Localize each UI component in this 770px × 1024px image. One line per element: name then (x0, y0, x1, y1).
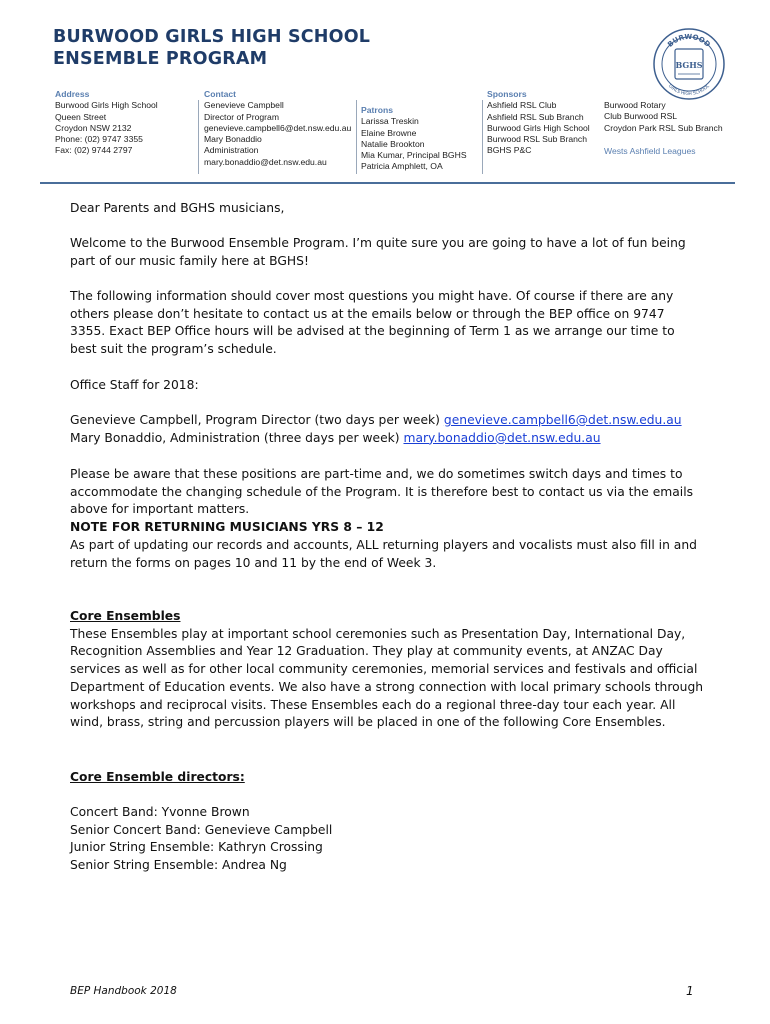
sponsor-line: Burwood RSL Sub Branch (487, 134, 587, 145)
paragraph-parttime (70, 466, 710, 572)
patron-line: Larissa Treskin (361, 116, 419, 127)
footer-title: BEP Handbook 2018 (70, 985, 177, 997)
letter-greeting (70, 200, 710, 218)
sponsor-line: BGHS P&C (487, 145, 532, 156)
header-divider (198, 100, 199, 174)
directors-heading-block (70, 769, 710, 787)
sponsor-line: Croydon Park RSL Sub Branch (604, 122, 723, 133)
director-item: Senior Concert Band: Genevieve Campbell (70, 822, 333, 837)
staff-2-email-link[interactable]: mary.bonaddio@det.nsw.edu.au (403, 430, 601, 445)
patron-line: Mia Kumar, Principal BGHS (361, 150, 467, 161)
note-heading: NOTE FOR RETURNING MUSICIANS YRS 8 – 12 (70, 520, 384, 535)
sponsor-line: Ashfield RSL Sub Branch (487, 111, 584, 122)
staff-1-text: Genevieve Campbell, Program Director (two days per week) (70, 413, 440, 427)
patrons-label: Patrons (361, 105, 393, 115)
patron-line: Elaine Browne (361, 127, 417, 138)
page-number: 1 (686, 984, 694, 998)
paragraph-welcome (70, 235, 706, 270)
paragraph-info (70, 288, 700, 359)
sponsor-line: Club Burwood RSL (604, 111, 678, 122)
paragraph-text: The following information should cover most questions you might have. Of course if there are any others please don’t hesitate to contact us at the emails below or through the BEP office on 9747 3355. Exact BEP Office hours will be advised at the beginning of Term 1 as we arrange our time to best suit the program’s schedule. (70, 289, 675, 357)
sponsors-block (487, 89, 599, 157)
director-item: Junior String Ensemble: Kathryn Crossing (70, 840, 323, 855)
title-line-2: ENSEMBLE PROGRAM (53, 49, 268, 69)
director-item: Senior String Ensemble: Andrea Ng (70, 858, 287, 873)
address-block (55, 89, 195, 157)
sponsor-line: Burwood Rotary (604, 100, 666, 110)
page-title (53, 26, 370, 70)
contact-email-link[interactable]: genevieve.campbell6@det.nsw.edu.au (204, 122, 352, 133)
contact-label: Contact (204, 89, 236, 99)
directors-list (70, 804, 710, 875)
address-line: Fax: (02) 9744 2797 (55, 145, 133, 156)
office-staff-text: Office Staff for 2018: (70, 378, 199, 392)
crest-monogram: BGHS (675, 60, 703, 70)
patron-line: Natalie Brookton (361, 138, 425, 149)
contact-email-link[interactable]: mary.bonaddio@det.nsw.edu.au (204, 156, 327, 167)
patron-line: Patricia Amphlett, OA (361, 161, 443, 172)
header-rule (40, 182, 735, 184)
header-divider (356, 100, 357, 174)
address-line: Burwood Girls High School (55, 100, 158, 111)
title-line-1: BURWOOD GIRLS HIGH SCHOOL (53, 27, 371, 47)
contact-line: Mary Bonaddio (204, 134, 262, 145)
director-item: Concert Band: Yvonne Brown (70, 805, 250, 819)
staff-2-text: Mary Bonaddio, Administration (three days per week) (70, 430, 400, 445)
note-text: As part of updating our records and accounts, ALL returning players and vocalists must also fill in and return the forms on pages 10 and 11 by the end of Week 3. (70, 537, 697, 570)
sponsor-line-highlight: Wests Ashfield Leagues (604, 145, 696, 156)
address-line: Phone: (02) 9747 3355 (55, 134, 143, 145)
directors-heading: Core Ensemble directors: (70, 770, 245, 784)
crest-text-bottom: GIRLS HIGH SCHOOL (667, 84, 711, 98)
sponsors-block-2 (604, 100, 734, 157)
header-divider (482, 100, 483, 174)
contact-line: Director of Program (204, 111, 279, 122)
contact-line: Genevieve Campbell (204, 100, 284, 111)
core-ensembles-heading: Core Ensembles (70, 609, 181, 623)
staff-line (70, 430, 750, 448)
office-staff-heading (70, 377, 710, 395)
sponsor-line: Ashfield RSL Club (487, 100, 557, 111)
sponsors-label: Sponsors (487, 89, 527, 99)
greeting-text: Dear Parents and BGHS musicians, (70, 201, 285, 215)
contact-line: Administration (204, 145, 259, 156)
staff-line (70, 412, 750, 430)
paragraph-text: Welcome to the Burwood Ensemble Program. I’m quite sure you are going to have a lot of fun being part of our music family here at BGHS! (70, 236, 686, 268)
sponsor-line: Burwood Girls High School (487, 122, 590, 133)
crest-text-top: BURWOOD (666, 32, 712, 49)
core-ensembles-text: These Ensembles play at important school ceremonies such as Presentation Day, International Day, Recognition Assemblies and Year 12 Graduation. They play at community events, at ANZAC Day services as well as for other local community ceremonies, memorial services and festivals and official Department of Education events. We also have a strong connection with local primary schools through workshops and reciprocal visits. These Ensembles each do a regional three-day tour each year. All wind, brass, string and percussion players will be placed in one of the following Core Ensembles. (70, 626, 704, 730)
core-ensembles-section (70, 608, 710, 732)
address-line: Croydon NSW 2132 (55, 122, 132, 133)
address-label: Address (55, 89, 90, 99)
paragraph-text: Please be aware that these positions are part-time and, we do sometimes switch days and times to accommodate the changing schedule of the Program. It is therefore best to contact us via the emails above for important matters. (70, 467, 694, 517)
address-line: Queen Street (55, 111, 107, 122)
contact-block (204, 89, 354, 168)
staff-1-email-link[interactable]: genevieve.campbell6@det.nsw.edu.au (443, 413, 682, 427)
school-crest-logo (652, 27, 726, 101)
patrons-block (361, 105, 481, 173)
staff-list (70, 412, 750, 447)
